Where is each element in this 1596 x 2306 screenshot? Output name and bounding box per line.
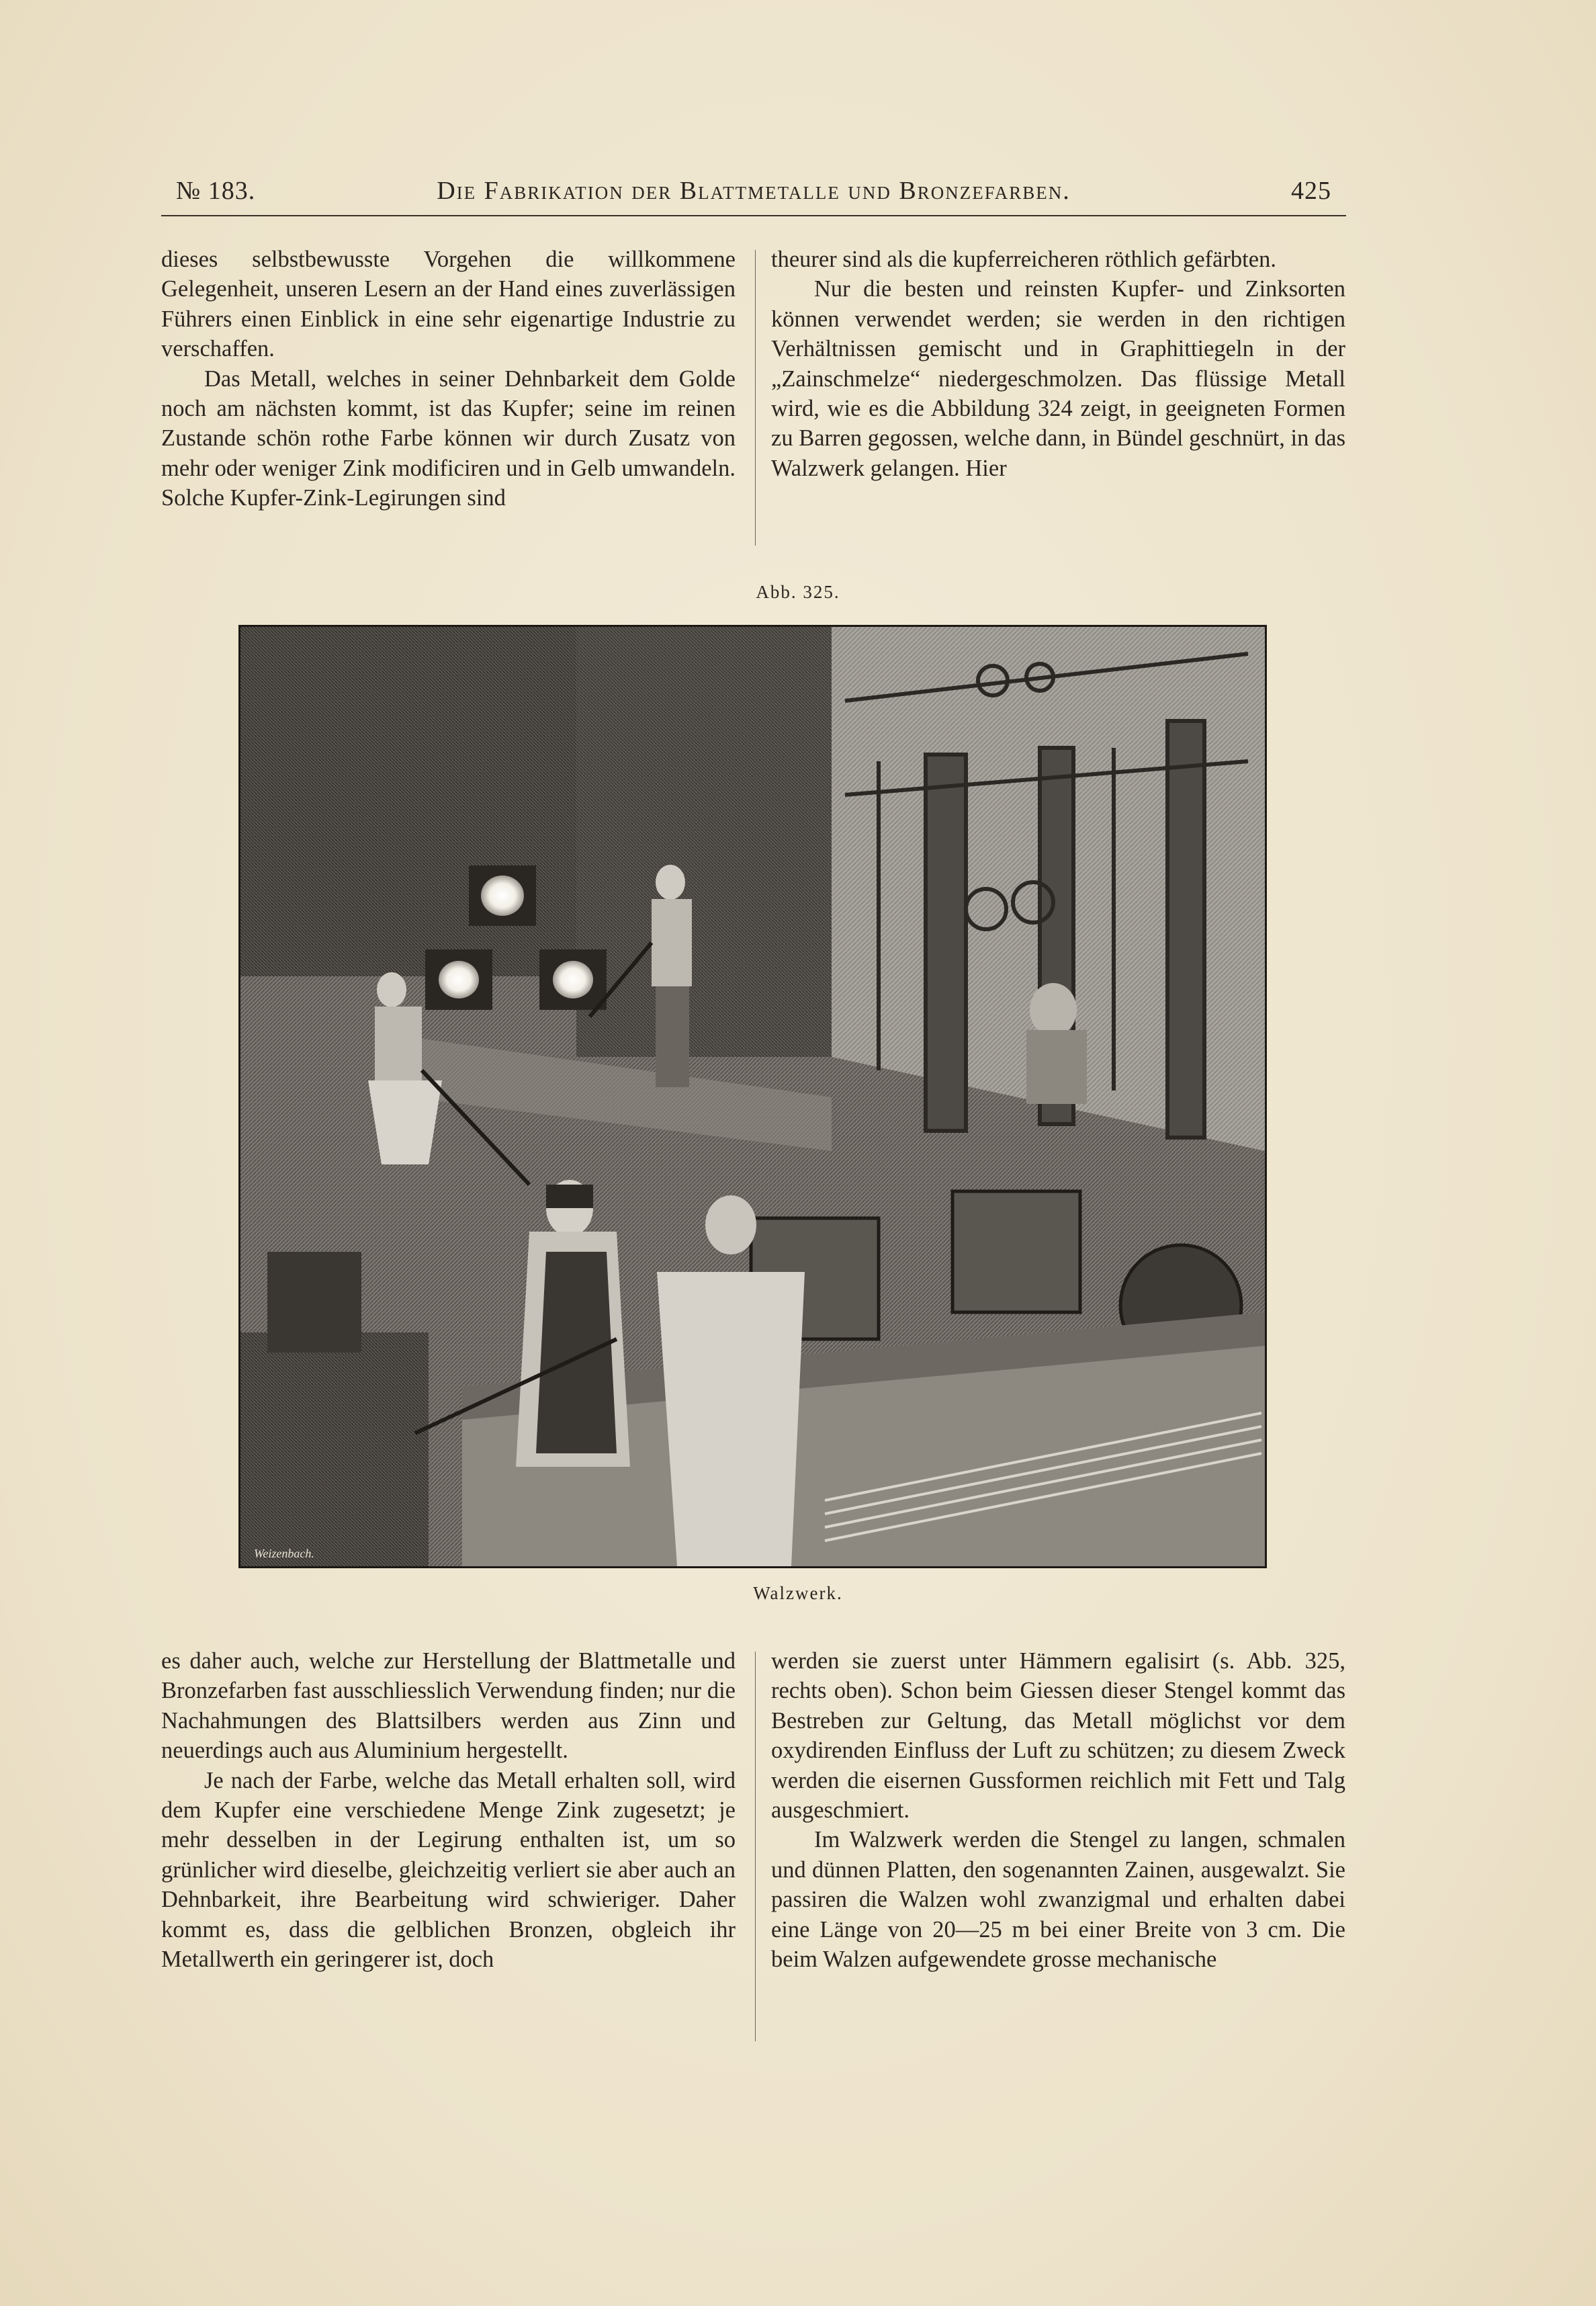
page-number: 425: [1291, 177, 1331, 205]
running-title: Die Fabrikation der Blattmetalle und Bronzefarben.: [437, 177, 1071, 205]
figure-caption: Walzwerk.: [753, 1583, 843, 1603]
illustration-rolling-mill: [238, 625, 1267, 1568]
paragraph: dieses selbstbewusste Vorgehen die willkommene Gelegenheit, unseren Lesern an der Hand eines zuverlässigen Führers einen Einblick in eine sehr eigenartige Industrie zu verschaffen.: [161, 247, 736, 362]
running-header: [161, 176, 1346, 216]
figure-label: Abb. 325.: [756, 582, 840, 602]
header-rule: [161, 215, 1346, 216]
top-left-column: [161, 245, 736, 513]
issue-number: № 183.: [176, 177, 256, 205]
bottom-right-column: [771, 1646, 1345, 1974]
engraving-drawing: [240, 627, 1265, 1566]
column-divider-bottom: [755, 1652, 756, 2041]
paragraph: Im Walzwerk werden die Stengel zu langen, schmalen und dünnen Platten, den sogenannten Zainen, ausgewalzt. Sie passiren die Walzen wohl zwanzigmal und erhalten dabei eine Länge von 20—25 m bei einer Breite von 3 cm. Die beim Walzen aufgewendete grosse mechanische: [771, 1827, 1345, 1973]
paragraph: es daher auch, welche zur Herstellung der Blattmetalle und Bronzefarben fast ausschliesslich Verwendung finden; nur die Nachahmungen des Blattsilbers werden aus Zinn und neuerdings auch aus Aluminium hergestellt.: [161, 1648, 736, 1764]
top-right-column: [771, 245, 1345, 483]
paragraph: Das Metall, welches in seiner Dehnbarkeit dem Golde noch am nächsten kommt, ist das Kupfer; seine im reinen Zustande schön rothe Farbe können wir durch Zusatz von mehr oder weniger Zink modificiren und in Gelb umwandeln. Solche Kupfer-Zink-Legirungen sind: [161, 366, 736, 511]
paragraph: theurer sind als die kupferreicheren röthlich gefärbten.: [771, 247, 1276, 272]
paragraph: Nur die besten und reinsten Kupfer- und Zinksorten können verwendet werden; sie werden in den richtigen Verhältnissen gemischt und in Graphittiegeln in der „Zainschmelze“ niedergeschmolzen. Das flüssige Metall wird, wie es die Abbildung 324 zeigt, in geeigneten Formen zu Barren gegossen, welche dann, in Bündel geschnürt, in das Walzwerk gelangen. Hier: [771, 276, 1345, 481]
column-divider-top: [755, 250, 756, 546]
bottom-left-column: [161, 1646, 736, 1974]
engraver-signature: Weizenbach.: [254, 1547, 314, 1560]
paragraph: Je nach der Farbe, welche das Metall erhalten soll, wird dem Kupfer eine verschiedene Menge Zink zugesetzt; je mehr desselben in der Legirung enthalten ist, um so grünlicher wird dieselbe, gleichzeitig verliert sie aber auch an Dehnbarkeit, ihre Bearbeitung wird schwieriger. Daher kommt es, dass die gelblichen Bronzen, obgleich ihr Metallwerth ein geringerer ist, doch: [161, 1767, 736, 1973]
paragraph: werden sie zuerst unter Hämmern egalisirt (s. Abb. 325, rechts oben). Schon beim Giessen dieser Stengel kommt das Bestreben zur Geltung, das Metall möglichst vor dem oxydirenden Einfluss der Luft zu schützen; zu diesem Zweck werden die eisernen Gussformen reichlich mit Fett und Talg ausgeschmiert.: [771, 1648, 1345, 1824]
